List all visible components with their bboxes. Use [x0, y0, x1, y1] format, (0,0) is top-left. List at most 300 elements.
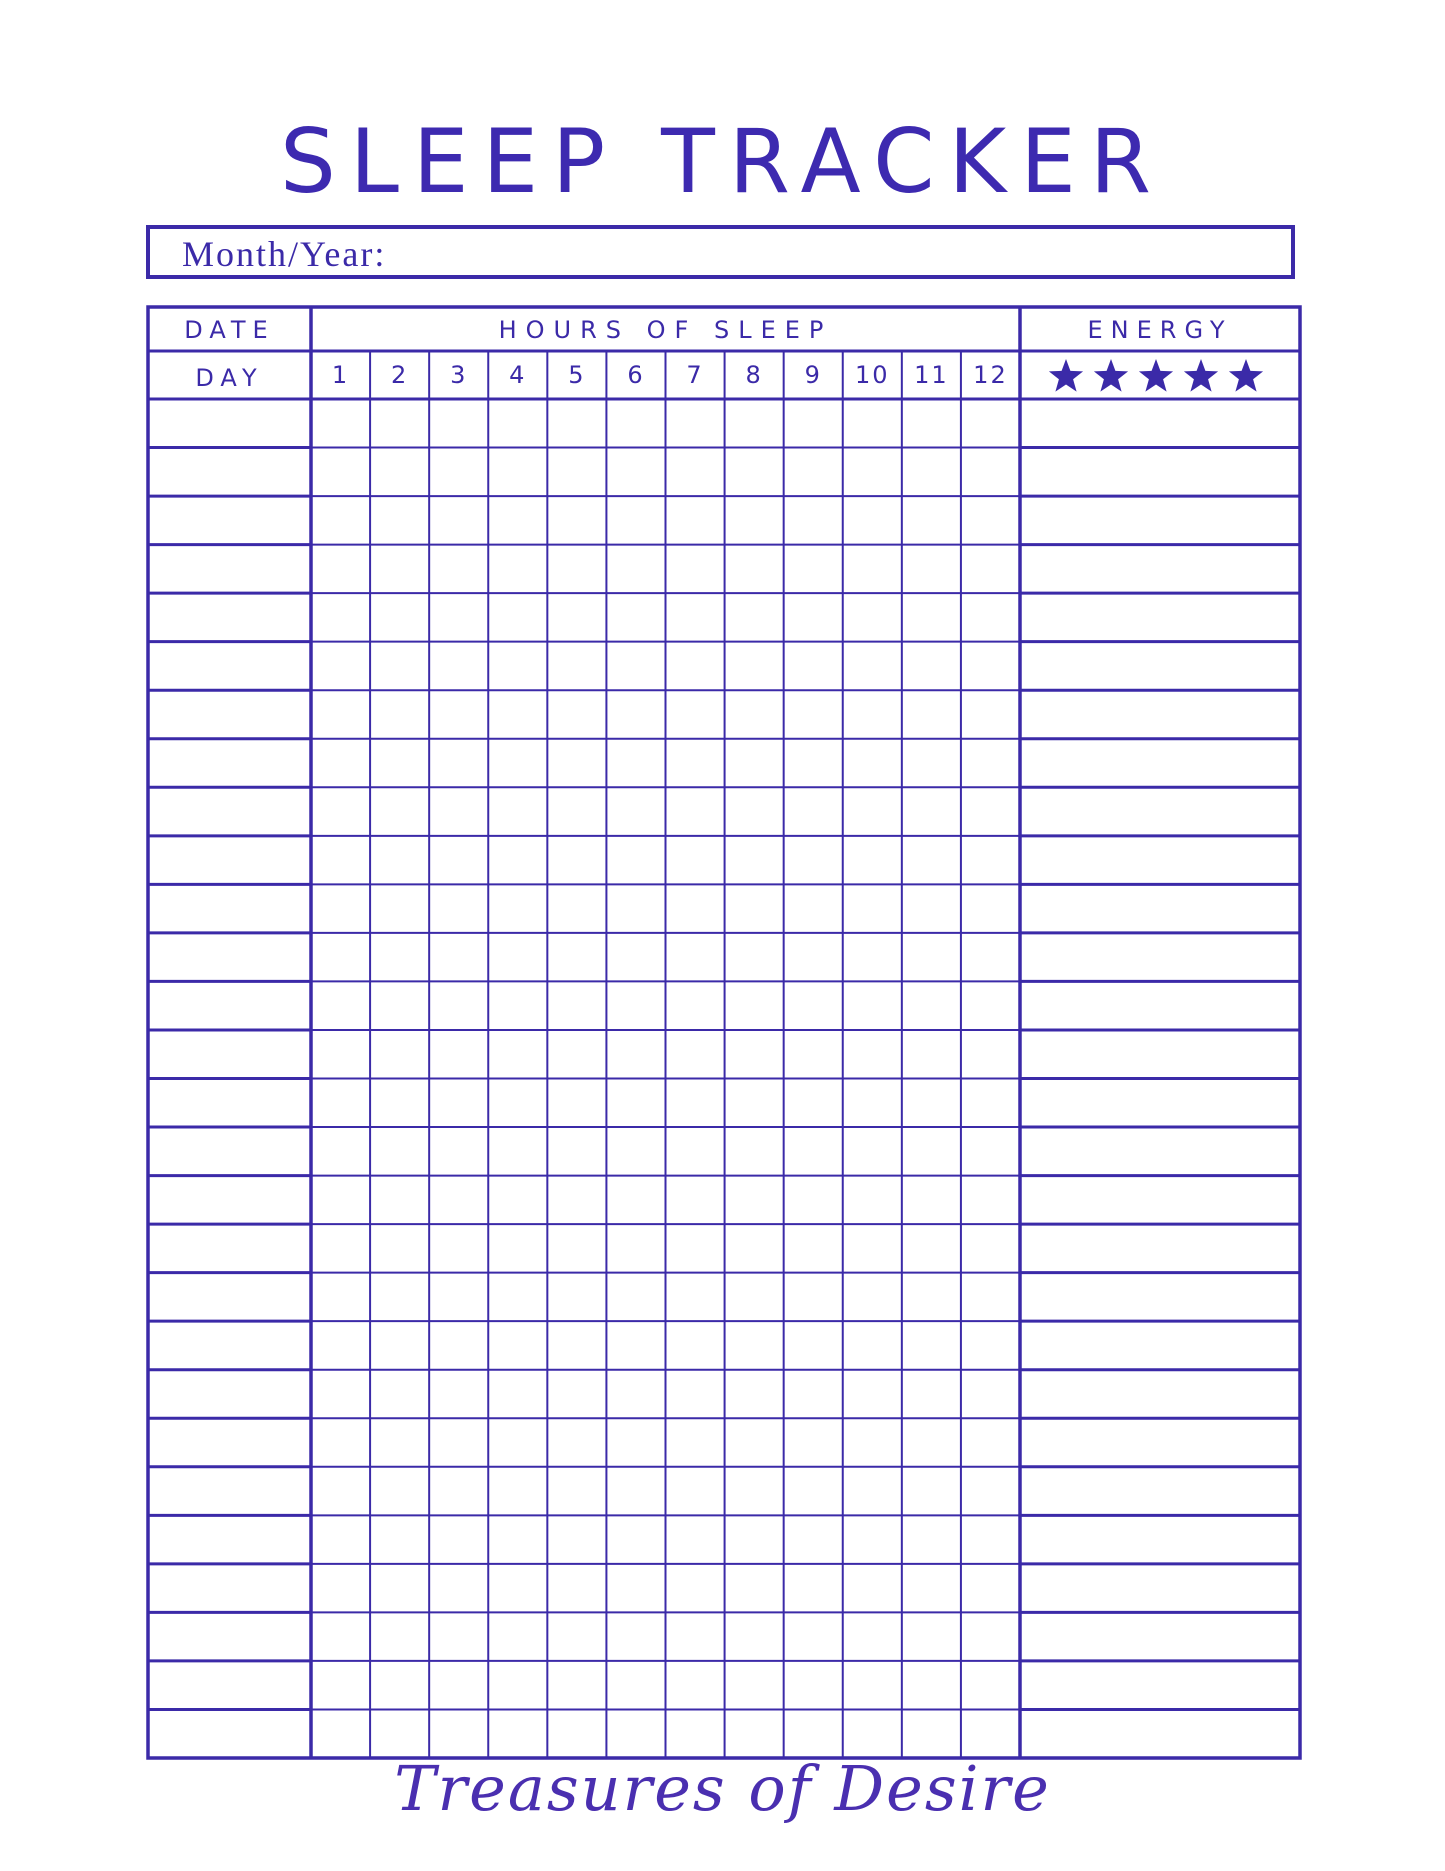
hour-cell[interactable]	[961, 1321, 1020, 1370]
hour-cell[interactable]	[429, 1321, 488, 1370]
hour-cell[interactable]	[370, 545, 429, 594]
hour-cell[interactable]	[784, 787, 843, 836]
hour-cell[interactable]	[429, 496, 488, 545]
hour-cell[interactable]	[666, 1418, 725, 1467]
hour-cell[interactable]	[370, 496, 429, 545]
hour-cell[interactable]	[488, 1321, 547, 1370]
hour-cell[interactable]	[429, 884, 488, 933]
date-cell[interactable]	[148, 1467, 311, 1516]
hour-cell[interactable]	[370, 1079, 429, 1128]
hour-cell[interactable]	[843, 981, 902, 1030]
hour-cell[interactable]	[725, 1127, 784, 1176]
hour-cell[interactable]	[547, 1127, 606, 1176]
date-cell[interactable]	[148, 1224, 311, 1273]
hour-cell[interactable]	[666, 981, 725, 1030]
hour-cell[interactable]	[666, 1370, 725, 1419]
hour-cell[interactable]	[666, 787, 725, 836]
hour-cell[interactable]	[370, 1224, 429, 1273]
hour-cell[interactable]	[961, 496, 1020, 545]
hour-cell[interactable]	[311, 1612, 370, 1661]
hour-cell[interactable]	[370, 1612, 429, 1661]
hour-cell[interactable]	[547, 981, 606, 1030]
hour-cell[interactable]	[311, 1370, 370, 1419]
hour-cell[interactable]	[311, 1176, 370, 1225]
hour-cell[interactable]	[370, 642, 429, 691]
hour-cell[interactable]	[429, 981, 488, 1030]
hour-cell[interactable]	[725, 1612, 784, 1661]
energy-cell[interactable]	[1020, 1030, 1300, 1079]
hour-cell[interactable]	[429, 642, 488, 691]
hour-cell[interactable]	[666, 1661, 725, 1710]
hour-cell[interactable]	[725, 1370, 784, 1419]
hour-cell[interactable]	[666, 1273, 725, 1322]
hour-cell[interactable]	[961, 1467, 1020, 1516]
hour-cell[interactable]	[784, 1127, 843, 1176]
hour-cell[interactable]	[429, 1661, 488, 1710]
hour-cell[interactable]	[311, 787, 370, 836]
hour-cell[interactable]	[547, 1273, 606, 1322]
hour-cell[interactable]	[666, 1030, 725, 1079]
energy-cell[interactable]	[1020, 1515, 1300, 1564]
date-cell[interactable]	[148, 1079, 311, 1128]
hour-cell[interactable]	[784, 690, 843, 739]
hour-cell[interactable]	[784, 1709, 843, 1758]
hour-cell[interactable]	[311, 593, 370, 642]
hour-cell[interactable]	[666, 1224, 725, 1273]
hour-cell[interactable]	[606, 593, 665, 642]
hour-cell[interactable]	[429, 1127, 488, 1176]
hour-cell[interactable]	[725, 1079, 784, 1128]
table-cells[interactable]	[148, 399, 1300, 1758]
hour-cell[interactable]	[843, 448, 902, 497]
hour-cell[interactable]	[784, 1467, 843, 1516]
hour-cell[interactable]	[843, 1612, 902, 1661]
hour-cell[interactable]	[902, 1030, 961, 1079]
hour-cell[interactable]	[547, 642, 606, 691]
hour-cell[interactable]	[429, 448, 488, 497]
hour-cell[interactable]	[488, 884, 547, 933]
hour-cell[interactable]	[725, 981, 784, 1030]
hour-cell[interactable]	[606, 1467, 665, 1516]
hour-cell[interactable]	[370, 1515, 429, 1564]
energy-cell[interactable]	[1020, 1224, 1300, 1273]
hour-cell[interactable]	[311, 1127, 370, 1176]
hour-cell[interactable]	[666, 884, 725, 933]
hour-cell[interactable]	[843, 1418, 902, 1467]
hour-cell[interactable]	[547, 1418, 606, 1467]
hour-cell[interactable]	[725, 1709, 784, 1758]
hour-cell[interactable]	[606, 1418, 665, 1467]
hour-cell[interactable]	[370, 1661, 429, 1710]
energy-cell[interactable]	[1020, 399, 1300, 448]
hour-cell[interactable]	[902, 1273, 961, 1322]
hour-cell[interactable]	[429, 1079, 488, 1128]
hour-cell[interactable]	[606, 1224, 665, 1273]
hour-cell[interactable]	[547, 1612, 606, 1661]
hour-cell[interactable]	[725, 1176, 784, 1225]
hour-cell[interactable]	[606, 642, 665, 691]
hour-cell[interactable]	[666, 1709, 725, 1758]
hour-cell[interactable]	[488, 1661, 547, 1710]
hour-cell[interactable]	[429, 1370, 488, 1419]
energy-cell[interactable]	[1020, 1612, 1300, 1661]
hour-cell[interactable]	[843, 933, 902, 982]
date-cell[interactable]	[148, 1515, 311, 1564]
energy-cell[interactable]	[1020, 1273, 1300, 1322]
hour-cell[interactable]	[902, 1176, 961, 1225]
date-cell[interactable]	[148, 1321, 311, 1370]
hour-cell[interactable]	[784, 1661, 843, 1710]
energy-cell[interactable]	[1020, 1370, 1300, 1419]
hour-cell[interactable]	[902, 496, 961, 545]
hour-cell[interactable]	[547, 1661, 606, 1710]
hour-cell[interactable]	[429, 1467, 488, 1516]
hour-cell[interactable]	[429, 1273, 488, 1322]
hour-cell[interactable]	[547, 884, 606, 933]
energy-cell[interactable]	[1020, 1321, 1300, 1370]
hour-cell[interactable]	[666, 1176, 725, 1225]
hour-cell[interactable]	[843, 884, 902, 933]
hour-cell[interactable]	[843, 1370, 902, 1419]
hour-cell[interactable]	[488, 1418, 547, 1467]
hour-cell[interactable]	[725, 399, 784, 448]
energy-cell[interactable]	[1020, 1564, 1300, 1613]
hour-cell[interactable]	[488, 1224, 547, 1273]
hour-cell[interactable]	[666, 1515, 725, 1564]
hour-cell[interactable]	[784, 981, 843, 1030]
hour-cell[interactable]	[429, 836, 488, 885]
hour-cell[interactable]	[843, 1224, 902, 1273]
hour-cell[interactable]	[370, 690, 429, 739]
hour-cell[interactable]	[311, 739, 370, 788]
hour-cell[interactable]	[370, 787, 429, 836]
hour-cell[interactable]	[488, 836, 547, 885]
hour-cell[interactable]	[725, 1467, 784, 1516]
hour-cell[interactable]	[547, 1709, 606, 1758]
hour-cell[interactable]	[606, 836, 665, 885]
hour-cell[interactable]	[488, 1564, 547, 1613]
date-cell[interactable]	[148, 690, 311, 739]
hour-cell[interactable]	[784, 1224, 843, 1273]
hour-cell[interactable]	[370, 399, 429, 448]
hour-cell[interactable]	[784, 399, 843, 448]
hour-cell[interactable]	[961, 1418, 1020, 1467]
hour-cell[interactable]	[784, 1515, 843, 1564]
hour-cell[interactable]	[843, 593, 902, 642]
hour-cell[interactable]	[547, 545, 606, 594]
hour-cell[interactable]	[547, 1321, 606, 1370]
hour-cell[interactable]	[606, 884, 665, 933]
date-cell[interactable]	[148, 1127, 311, 1176]
hour-cell[interactable]	[606, 1079, 665, 1128]
hour-cell[interactable]	[843, 1709, 902, 1758]
hour-cell[interactable]	[488, 545, 547, 594]
hour-cell[interactable]	[725, 787, 784, 836]
hour-cell[interactable]	[784, 1418, 843, 1467]
hour-cell[interactable]	[961, 593, 1020, 642]
hour-cell[interactable]	[606, 1030, 665, 1079]
hour-cell[interactable]	[311, 1661, 370, 1710]
hour-cell[interactable]	[370, 1709, 429, 1758]
energy-cell[interactable]	[1020, 981, 1300, 1030]
hour-cell[interactable]	[666, 1564, 725, 1613]
date-cell[interactable]	[148, 1612, 311, 1661]
hour-cell[interactable]	[547, 690, 606, 739]
hour-cell[interactable]	[666, 1079, 725, 1128]
energy-cell[interactable]	[1020, 593, 1300, 642]
hour-cell[interactable]	[606, 399, 665, 448]
energy-cell[interactable]	[1020, 787, 1300, 836]
hour-cell[interactable]	[902, 593, 961, 642]
hour-cell[interactable]	[784, 545, 843, 594]
energy-cell[interactable]	[1020, 642, 1300, 691]
hour-cell[interactable]	[488, 593, 547, 642]
hour-cell[interactable]	[725, 1564, 784, 1613]
hour-cell[interactable]	[843, 1079, 902, 1128]
hour-cell[interactable]	[902, 1564, 961, 1613]
hour-cell[interactable]	[311, 1321, 370, 1370]
hour-cell[interactable]	[666, 836, 725, 885]
energy-cell[interactable]	[1020, 739, 1300, 788]
hour-cell[interactable]	[902, 1079, 961, 1128]
hour-cell[interactable]	[606, 1612, 665, 1661]
date-cell[interactable]	[148, 739, 311, 788]
hour-cell[interactable]	[902, 1321, 961, 1370]
hour-cell[interactable]	[547, 448, 606, 497]
hour-cell[interactable]	[429, 593, 488, 642]
hour-cell[interactable]	[843, 836, 902, 885]
hour-cell[interactable]	[488, 399, 547, 448]
hour-cell[interactable]	[370, 739, 429, 788]
energy-cell[interactable]	[1020, 1079, 1300, 1128]
hour-cell[interactable]	[961, 1030, 1020, 1079]
hour-cell[interactable]	[606, 1370, 665, 1419]
hour-cell[interactable]	[843, 787, 902, 836]
hour-cell[interactable]	[429, 545, 488, 594]
energy-cell[interactable]	[1020, 1467, 1300, 1516]
energy-cell[interactable]	[1020, 836, 1300, 885]
hour-cell[interactable]	[961, 981, 1020, 1030]
hour-cell[interactable]	[311, 933, 370, 982]
hour-cell[interactable]	[725, 496, 784, 545]
hour-cell[interactable]	[902, 787, 961, 836]
hour-cell[interactable]	[843, 545, 902, 594]
hour-cell[interactable]	[961, 1127, 1020, 1176]
hour-cell[interactable]	[843, 1127, 902, 1176]
hour-cell[interactable]	[606, 1127, 665, 1176]
hour-cell[interactable]	[902, 642, 961, 691]
hour-cell[interactable]	[429, 690, 488, 739]
hour-cell[interactable]	[666, 496, 725, 545]
date-cell[interactable]	[148, 981, 311, 1030]
hour-cell[interactable]	[725, 1321, 784, 1370]
hour-cell[interactable]	[488, 1370, 547, 1419]
hour-cell[interactable]	[370, 1321, 429, 1370]
hour-cell[interactable]	[606, 545, 665, 594]
hour-cell[interactable]	[961, 642, 1020, 691]
hour-cell[interactable]	[606, 448, 665, 497]
hour-cell[interactable]	[488, 1515, 547, 1564]
date-cell[interactable]	[148, 1661, 311, 1710]
hour-cell[interactable]	[725, 690, 784, 739]
hour-cell[interactable]	[784, 739, 843, 788]
date-cell[interactable]	[148, 884, 311, 933]
date-cell[interactable]	[148, 496, 311, 545]
hour-cell[interactable]	[961, 1176, 1020, 1225]
hour-cell[interactable]	[961, 1079, 1020, 1128]
energy-cell[interactable]	[1020, 1127, 1300, 1176]
hour-cell[interactable]	[429, 1564, 488, 1613]
hour-cell[interactable]	[784, 642, 843, 691]
hour-cell[interactable]	[547, 593, 606, 642]
energy-cell[interactable]	[1020, 545, 1300, 594]
hour-cell[interactable]	[370, 933, 429, 982]
hour-cell[interactable]	[961, 1224, 1020, 1273]
hour-cell[interactable]	[843, 1515, 902, 1564]
hour-cell[interactable]	[666, 399, 725, 448]
hour-cell[interactable]	[961, 787, 1020, 836]
hour-cell[interactable]	[843, 496, 902, 545]
hour-cell[interactable]	[902, 1224, 961, 1273]
hour-cell[interactable]	[784, 1612, 843, 1661]
hour-cell[interactable]	[902, 399, 961, 448]
hour-cell[interactable]	[902, 739, 961, 788]
hour-cell[interactable]	[311, 981, 370, 1030]
hour-cell[interactable]	[311, 448, 370, 497]
hour-cell[interactable]	[429, 739, 488, 788]
hour-cell[interactable]	[666, 1612, 725, 1661]
hour-cell[interactable]	[488, 933, 547, 982]
energy-cell[interactable]	[1020, 690, 1300, 739]
date-cell[interactable]	[148, 787, 311, 836]
hour-cell[interactable]	[311, 1273, 370, 1322]
hour-cell[interactable]	[311, 884, 370, 933]
hour-cell[interactable]	[547, 1515, 606, 1564]
hour-cell[interactable]	[843, 1273, 902, 1322]
hour-cell[interactable]	[429, 1515, 488, 1564]
hour-cell[interactable]	[784, 884, 843, 933]
hour-cell[interactable]	[311, 1709, 370, 1758]
hour-cell[interactable]	[370, 1176, 429, 1225]
hour-cell[interactable]	[488, 739, 547, 788]
hour-cell[interactable]	[488, 1127, 547, 1176]
hour-cell[interactable]	[311, 1030, 370, 1079]
hour-cell[interactable]	[488, 1030, 547, 1079]
hour-cell[interactable]	[843, 1030, 902, 1079]
hour-cell[interactable]	[488, 1709, 547, 1758]
hour-cell[interactable]	[902, 1370, 961, 1419]
hour-cell[interactable]	[547, 1370, 606, 1419]
hour-cell[interactable]	[902, 884, 961, 933]
hour-cell[interactable]	[547, 1224, 606, 1273]
hour-cell[interactable]	[961, 1273, 1020, 1322]
energy-cell[interactable]	[1020, 933, 1300, 982]
hour-cell[interactable]	[784, 1321, 843, 1370]
hour-cell[interactable]	[784, 933, 843, 982]
hour-cell[interactable]	[370, 981, 429, 1030]
hour-cell[interactable]	[666, 1127, 725, 1176]
hour-cell[interactable]	[488, 1079, 547, 1128]
hour-cell[interactable]	[902, 836, 961, 885]
hour-cell[interactable]	[606, 1273, 665, 1322]
hour-cell[interactable]	[961, 1370, 1020, 1419]
hour-cell[interactable]	[666, 545, 725, 594]
hour-cell[interactable]	[961, 1515, 1020, 1564]
hour-cell[interactable]	[370, 448, 429, 497]
hour-cell[interactable]	[961, 399, 1020, 448]
hour-cell[interactable]	[606, 933, 665, 982]
hour-cell[interactable]	[725, 836, 784, 885]
energy-cell[interactable]	[1020, 1418, 1300, 1467]
hour-cell[interactable]	[902, 1661, 961, 1710]
hour-cell[interactable]	[902, 933, 961, 982]
hour-cell[interactable]	[725, 933, 784, 982]
hour-cell[interactable]	[488, 496, 547, 545]
date-cell[interactable]	[148, 1273, 311, 1322]
hour-cell[interactable]	[429, 1224, 488, 1273]
date-cell[interactable]	[148, 1564, 311, 1613]
hour-cell[interactable]	[488, 981, 547, 1030]
hour-cell[interactable]	[666, 593, 725, 642]
hour-cell[interactable]	[784, 1079, 843, 1128]
date-cell[interactable]	[148, 593, 311, 642]
hour-cell[interactable]	[725, 1224, 784, 1273]
hour-cell[interactable]	[961, 1661, 1020, 1710]
hour-cell[interactable]	[547, 1564, 606, 1613]
hour-cell[interactable]	[311, 690, 370, 739]
hour-cell[interactable]	[370, 836, 429, 885]
hour-cell[interactable]	[311, 1418, 370, 1467]
hour-cell[interactable]	[606, 1515, 665, 1564]
hour-cell[interactable]	[429, 1030, 488, 1079]
hour-cell[interactable]	[784, 836, 843, 885]
hour-cell[interactable]	[902, 1418, 961, 1467]
date-cell[interactable]	[148, 399, 311, 448]
hour-cell[interactable]	[488, 1176, 547, 1225]
hour-cell[interactable]	[311, 399, 370, 448]
hour-cell[interactable]	[784, 1030, 843, 1079]
hour-cell[interactable]	[547, 836, 606, 885]
hour-cell[interactable]	[370, 1418, 429, 1467]
date-cell[interactable]	[148, 933, 311, 982]
hour-cell[interactable]	[606, 1661, 665, 1710]
hour-cell[interactable]	[725, 1273, 784, 1322]
date-cell[interactable]	[148, 1030, 311, 1079]
hour-cell[interactable]	[666, 1467, 725, 1516]
hour-cell[interactable]	[547, 496, 606, 545]
hour-cell[interactable]	[902, 448, 961, 497]
hour-cell[interactable]	[666, 1321, 725, 1370]
hour-cell[interactable]	[784, 1176, 843, 1225]
hour-cell[interactable]	[961, 545, 1020, 594]
hour-cell[interactable]	[311, 1467, 370, 1516]
hour-cell[interactable]	[606, 981, 665, 1030]
hour-cell[interactable]	[961, 690, 1020, 739]
hour-cell[interactable]	[311, 1224, 370, 1273]
hour-cell[interactable]	[547, 1467, 606, 1516]
hour-cell[interactable]	[311, 545, 370, 594]
hour-cell[interactable]	[429, 1418, 488, 1467]
hour-cell[interactable]	[784, 1564, 843, 1613]
hour-cell[interactable]	[488, 1273, 547, 1322]
hour-cell[interactable]	[606, 496, 665, 545]
hour-cell[interactable]	[843, 642, 902, 691]
hour-cell[interactable]	[843, 1467, 902, 1516]
hour-cell[interactable]	[547, 787, 606, 836]
hour-cell[interactable]	[843, 1176, 902, 1225]
hour-cell[interactable]	[429, 1176, 488, 1225]
hour-cell[interactable]	[370, 1467, 429, 1516]
